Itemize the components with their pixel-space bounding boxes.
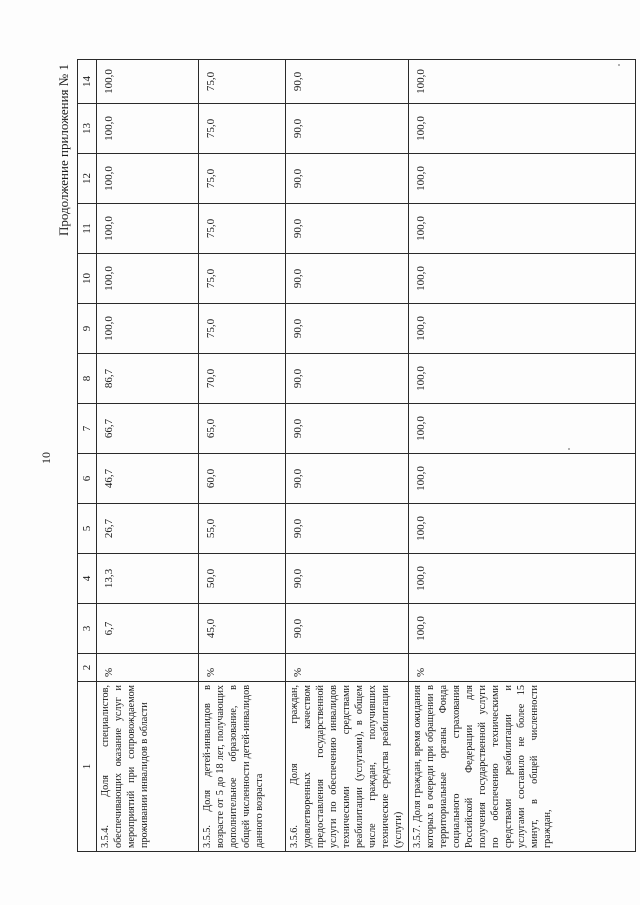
column-number: 8 <box>78 354 97 404</box>
table-row <box>286 60 409 852</box>
column-number: 6 <box>78 454 97 504</box>
indicator-value: 75,0 <box>199 104 286 154</box>
column-number: 3 <box>78 604 97 654</box>
indicator-value: 66,7 <box>97 404 199 454</box>
indicator-name: 3.5.7. Доля граждан, время ожидания которых в очереди при обращении в территориальные органы Фонда социального страхования Российской Федерации для получения государственной услуги по обеспечению техническими средствами реабилитации и услугами составило не более 15 минут, в общей численности граждан, <box>409 682 636 852</box>
indicator-unit: % <box>97 654 199 682</box>
column-number: 7 <box>78 404 97 454</box>
indicator-value: 75,0 <box>199 254 286 304</box>
indicator-value: 100,0 <box>409 354 636 404</box>
table-row <box>97 60 199 852</box>
indicator-value: 90,0 <box>286 404 409 454</box>
indicator-value: 100,0 <box>409 404 636 454</box>
column-number: 4 <box>78 554 97 604</box>
page-number: 10 <box>39 452 53 464</box>
column-number: 2 <box>78 654 97 682</box>
indicator-value: 100,0 <box>409 254 636 304</box>
column-number: 9 <box>78 304 97 354</box>
indicator-value: 100,0 <box>409 154 636 204</box>
indicator-value: 100,0 <box>97 104 199 154</box>
scan-speck <box>618 64 620 66</box>
indicator-value: 86,7 <box>97 354 199 404</box>
scan-speck <box>568 448 570 450</box>
indicator-value: 100,0 <box>409 104 636 154</box>
indicator-value: 90,0 <box>286 60 409 104</box>
indicator-value: 13,3 <box>97 554 199 604</box>
rotated-table-container <box>77 60 609 852</box>
indicator-value: 90,0 <box>286 304 409 354</box>
indicator-value: 90,0 <box>286 454 409 504</box>
column-number: 10 <box>78 254 97 304</box>
table-row <box>409 60 636 852</box>
indicator-value: 60,0 <box>199 454 286 504</box>
indicator-value: 100,0 <box>409 504 636 554</box>
indicator-value: 100,0 <box>409 204 636 254</box>
indicator-value: 75,0 <box>199 304 286 354</box>
indicator-value: 100,0 <box>97 60 199 104</box>
indicator-name: 3.5.6. Доля граждан, удовлетворенных качеством предоставления государственной услуги по обеспечению инвалидов техническими средствами реабилитации (услугами), в общем числе граждан, получивших технические средства реабилитации (услуги) <box>286 682 409 852</box>
column-number: 14 <box>78 60 97 104</box>
indicator-unit: % <box>286 654 409 682</box>
column-number: 1 <box>78 682 97 852</box>
indicator-value: 90,0 <box>286 204 409 254</box>
indicator-name: 3.5.5. Доля детей-инвалидов в возрасте от 5 до 18 лет, получающих дополнительное образование, в общей численности детей-инвалидов данного возраста <box>199 682 286 852</box>
indicator-unit: % <box>199 654 286 682</box>
indicator-value: 100,0 <box>409 554 636 604</box>
indicator-value: 90,0 <box>286 154 409 204</box>
indicator-value: 55,0 <box>199 504 286 554</box>
indicator-value: 100,0 <box>97 204 199 254</box>
table-row <box>199 60 286 852</box>
indicator-value: 100,0 <box>409 304 636 354</box>
column-number: 13 <box>78 104 97 154</box>
indicator-value: 75,0 <box>199 204 286 254</box>
indicator-value: 70,0 <box>199 354 286 404</box>
indicator-value: 100,0 <box>97 154 199 204</box>
indicator-value: 45,0 <box>199 604 286 654</box>
indicators-table <box>77 59 636 852</box>
column-number: 12 <box>78 154 97 204</box>
indicator-value: 90,0 <box>286 554 409 604</box>
indicator-value: 90,0 <box>286 504 409 554</box>
indicator-unit: % <box>409 654 636 682</box>
indicator-value: 90,0 <box>286 254 409 304</box>
column-number-row <box>78 60 97 852</box>
indicator-value: 75,0 <box>199 154 286 204</box>
indicator-value: 90,0 <box>286 604 409 654</box>
indicator-value: 100,0 <box>97 254 199 304</box>
indicator-value: 26,7 <box>97 504 199 554</box>
indicator-value: 50,0 <box>199 554 286 604</box>
indicator-value: 100,0 <box>409 604 636 654</box>
indicator-value: 100,0 <box>409 454 636 504</box>
column-number: 5 <box>78 504 97 554</box>
indicator-value: 90,0 <box>286 104 409 154</box>
indicator-value: 75,0 <box>199 60 286 104</box>
column-number: 11 <box>78 204 97 254</box>
indicator-value: 65,0 <box>199 404 286 454</box>
indicator-value: 100,0 <box>409 60 636 104</box>
indicator-value: 90,0 <box>286 354 409 404</box>
indicator-name: 3.5.4. Доля специалистов, обеспечивающих оказание услуг и мероприятий при сопровождаемом проживании инвалидов в области <box>97 682 199 852</box>
indicator-value: 6,7 <box>97 604 199 654</box>
appendix-continuation-label: Продолжение приложения № 1 <box>56 64 71 236</box>
indicator-value: 100,0 <box>97 304 199 354</box>
indicator-value: 46,7 <box>97 454 199 504</box>
